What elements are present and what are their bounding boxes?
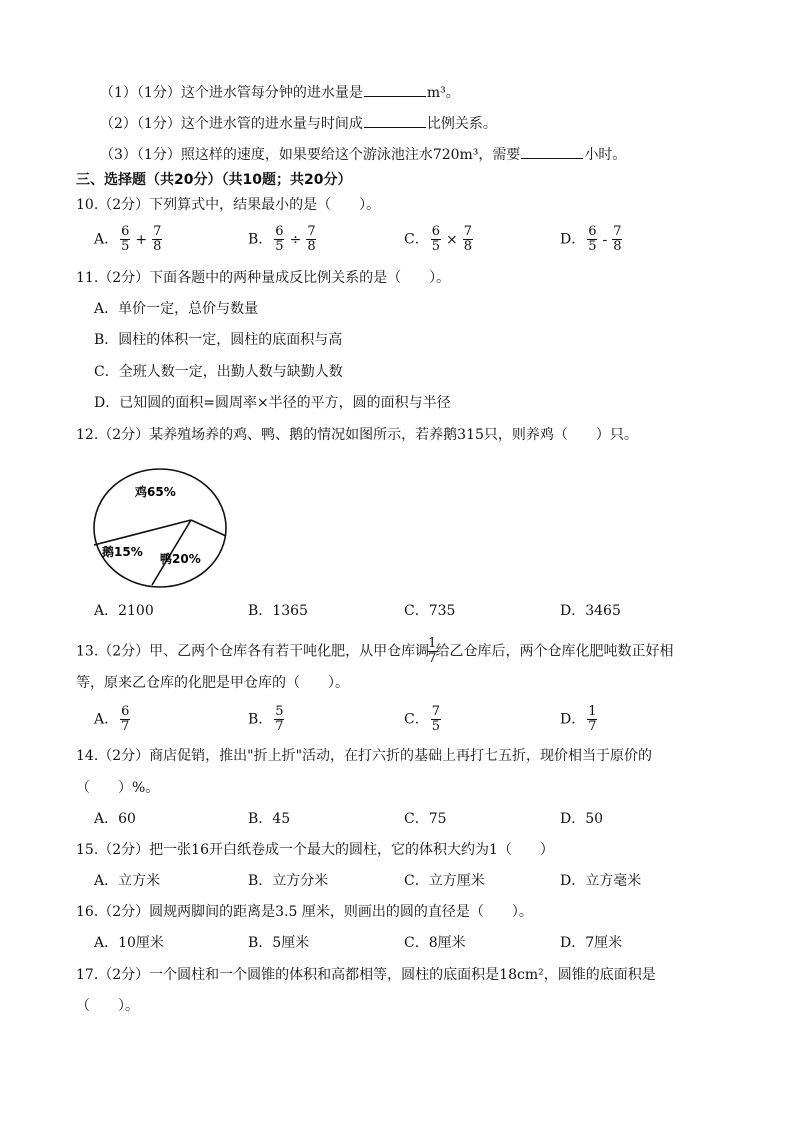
operator: +: [135, 231, 148, 248]
fill-q3: （3）（1分）照这样的速度，如果要给这个游泳池注水720m³，需要 小时。: [100, 144, 626, 165]
answer-blank[interactable]: [364, 82, 426, 97]
q12-option-d[interactable]: D．3465: [560, 603, 621, 619]
q10-option-a[interactable]: [94, 225, 164, 254]
slice-label-duck: 鸭20%: [160, 552, 201, 566]
fraction: $\frac{6}{7}$: [121, 704, 130, 734]
q16-option-c[interactable]: C．8厘米: [404, 935, 466, 951]
q13-option-d[interactable]: [560, 705, 600, 734]
q13-option-c[interactable]: [404, 705, 443, 734]
fraction: $\frac{7}{8}$: [153, 224, 162, 254]
q17-stem-line1: 17.（2分）一个圆柱和一个圆锥的体积和高都相等，圆柱的底面积是18cm²，圆锥的底面积是: [76, 967, 656, 983]
operator: ×: [446, 231, 458, 248]
q16-option-b[interactable]: B．5厘米: [248, 935, 310, 951]
fraction: $\frac{6}{5}$: [431, 224, 440, 254]
q10-option-c[interactable]: [404, 225, 475, 254]
operator: ÷: [289, 231, 302, 248]
q14-stem-line2: （ ）%。: [76, 780, 160, 796]
q13-fraction: $\frac{1}{7}$: [428, 636, 437, 666]
option-letter: B．: [248, 711, 273, 728]
fraction: $\frac{6}{5}$: [121, 224, 130, 254]
q13-option-b[interactable]: [248, 705, 287, 734]
option-letter: D．: [560, 711, 586, 728]
q10-option-b[interactable]: [248, 225, 319, 254]
slice-label-goose: 鹅15%: [102, 545, 143, 559]
answer-blank[interactable]: [364, 113, 426, 128]
q14-stem-line1: 14.（2分）商店促销，推出"折上折"活动，在打六折的基础上再打七五折，现价相当于原价的: [76, 748, 653, 764]
q16-option-d[interactable]: D．7厘米: [560, 935, 623, 951]
q11-option-a[interactable]: A．单价一定，总价与数量: [94, 301, 259, 317]
q13-stem-line1: 13.（2分）甲、乙两个仓库各有若干吨化肥，从甲仓库调 $\frac{1}{7}$ 给乙仓库后，两个仓库化肥吨数正好相: [76, 636, 674, 666]
pie-divider-chicken-duck: [191, 520, 226, 536]
fill-q1: （1）（1分）这个进水管每分钟的进水量是 m³。: [100, 82, 460, 103]
q14-option-c[interactable]: C．75: [404, 811, 447, 827]
q13-stem-line2: 等，原来乙仓库的化肥是甲仓库的（ ）。: [76, 675, 349, 691]
q10-option-d[interactable]: [560, 225, 625, 254]
answer-blank[interactable]: [521, 144, 583, 159]
q12-stem: 12.（2分）某养殖场养的鸡、鸭、鹅的情况如图所示，若养鹅315只，则养鸡（ ）只。: [76, 427, 638, 443]
fraction: $\frac{7}{8}$: [613, 224, 622, 254]
q11-stem: 11.（2分）下面各题中的两种量成反比例关系的是（ ）。: [76, 270, 451, 286]
q12-option-a[interactable]: A．2100: [94, 603, 154, 619]
q14-option-b[interactable]: B．45: [248, 811, 291, 827]
q12-option-b[interactable]: B．1365: [248, 603, 308, 619]
option-letter: A．: [94, 231, 119, 248]
slice-label-chicken: 鸡65%: [135, 485, 176, 499]
fill-q2: （2）（1分）这个进水管的进水量与时间成 比例关系。: [100, 113, 497, 134]
option-letter: B．: [248, 231, 273, 248]
q11-option-d[interactable]: D．已知圆的面积=圆周率×半径的平方，圆的面积与半径: [94, 395, 451, 411]
q15-stem: 15.（2分）把一张16开白纸卷成一个最大的圆柱，它的体积大约为1（ ）: [76, 842, 554, 858]
q16-stem: 16.（2分）圆规两脚间的距离是3.5 厘米，则画出的圆的直径是（ ）。: [76, 904, 533, 920]
option-letter: C．: [404, 231, 429, 248]
fraction: $\frac{6}{5}$: [588, 224, 597, 254]
operator: -: [602, 231, 608, 248]
q15-option-b[interactable]: B．立方分米: [248, 873, 329, 889]
pie-chart: [90, 466, 230, 590]
q15-option-a[interactable]: A．立方米: [94, 873, 161, 889]
q12-option-c[interactable]: C．735: [404, 603, 456, 619]
q17-stem-line2: （ ）。: [76, 998, 139, 1014]
option-letter: C．: [404, 711, 429, 728]
q11-option-c[interactable]: C．全班人数一定，出勤人数与缺勤人数: [94, 364, 343, 380]
fraction: $\frac{5}{7}$: [275, 704, 284, 734]
q14-option-a[interactable]: A．60: [94, 811, 136, 827]
fraction: $\frac{1}{7}$: [588, 704, 597, 734]
q10-stem: 10.（2分）下列算式中，结果最小的是（ ）。: [76, 197, 381, 213]
pie-divider-chicken-goose: [94, 520, 191, 545]
q11-option-b[interactable]: B．圆柱的体积一定，圆柱的底面积与高: [94, 332, 343, 348]
q16-option-a[interactable]: A．10厘米: [94, 935, 164, 951]
option-letter: D．: [560, 231, 586, 248]
section-title: 三、选择题（共20分）（共10题；共20分）: [76, 172, 352, 188]
q15-option-d[interactable]: D．立方毫米: [560, 873, 642, 889]
option-letter: A．: [94, 711, 119, 728]
fraction: $\frac{7}{8}$: [463, 224, 473, 254]
q13-option-a[interactable]: [94, 705, 132, 734]
fraction: $\frac{7}{5}$: [431, 704, 440, 734]
fraction: $\frac{6}{5}$: [275, 224, 284, 254]
fraction: $\frac{7}{8}$: [307, 224, 316, 254]
q15-option-c[interactable]: C．立方厘米: [404, 873, 485, 889]
q14-option-d[interactable]: D．50: [560, 811, 604, 827]
